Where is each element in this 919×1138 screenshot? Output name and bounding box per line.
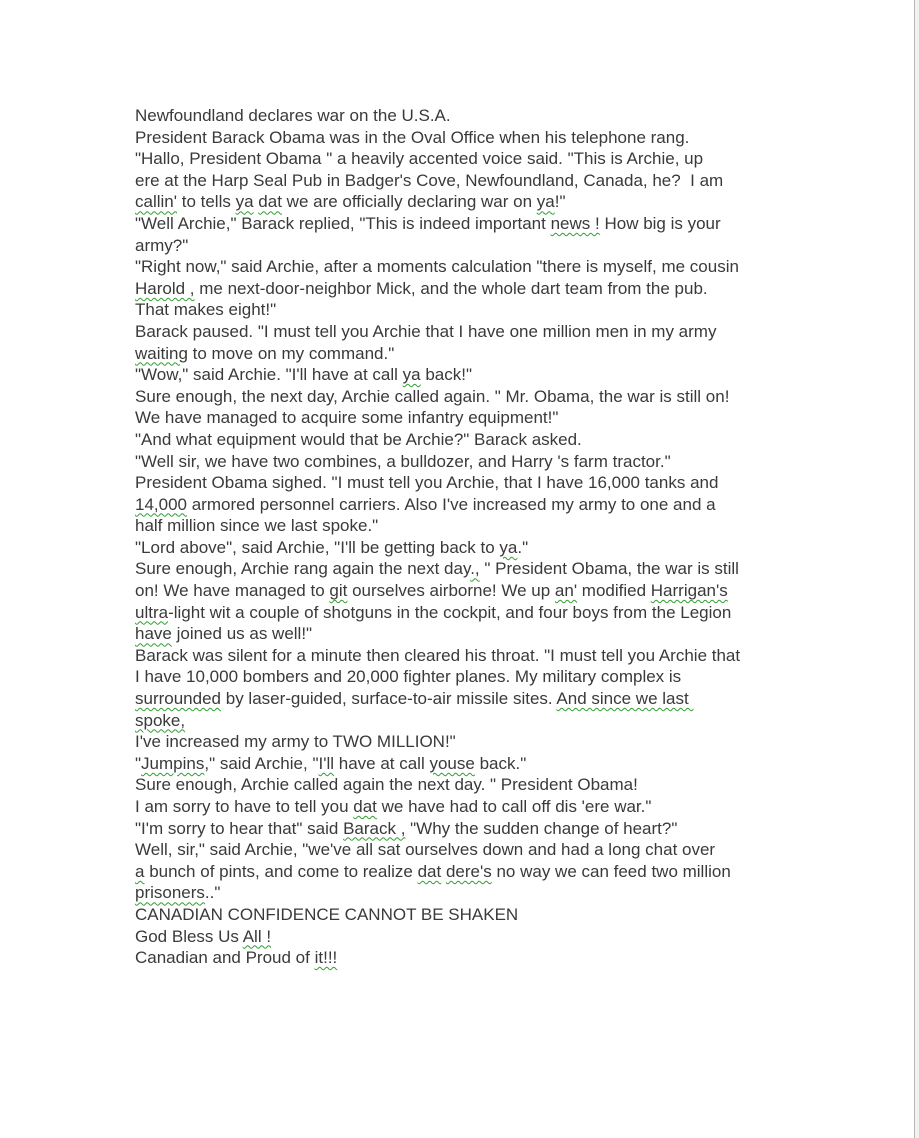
text-run: I've increased my army to TWO MILLION!": [135, 732, 456, 752]
spellcheck-flagged-text: surrounded: [135, 689, 222, 709]
text-run: ere at the Harp Seal Pub in Badger's Cove, Newfoundland, Canada, he? I am: [135, 170, 724, 190]
text-run: "I'm sorry to hear that" said: [135, 818, 344, 838]
text-run: to tells: [177, 192, 236, 212]
spellcheck-flagged-text: Harold ,: [135, 278, 195, 298]
text-run: I have 10,000 bombers and 20,000 fighter planes. My military complex is: [135, 667, 682, 687]
text-line: [135, 278, 795, 300]
text-run: President Barack Obama was in the Oval Office when his telephone rang.: [135, 127, 690, 147]
text-run: " President Obama, the war is still: [479, 559, 739, 579]
text-line: [135, 256, 795, 278]
spellcheck-flagged-text: callin': [135, 192, 177, 212]
text-run: .": [517, 537, 529, 557]
text-run: Sure enough, Archie called again the next day. " President Obama!: [135, 775, 638, 795]
text-run: "Well sir, we have two combines, a bulldozer, and Harry 's farm tractor.": [135, 451, 671, 471]
spellcheck-flagged-text: Harrigan's: [650, 581, 728, 601]
text-line: [135, 558, 795, 580]
text-run: joined us as well!": [171, 624, 313, 644]
text-line: [135, 882, 795, 904]
text-run: "Why the sudden change of heart?": [405, 818, 678, 838]
text-line: [135, 364, 795, 386]
text-line: [135, 602, 795, 624]
spellcheck-flagged-text: Jumpins: [141, 753, 205, 773]
text-line: [135, 623, 795, 645]
text-line: [135, 213, 795, 235]
text-run: "Wow," said Archie. "I'll have at call: [135, 365, 403, 385]
text-line: [135, 127, 795, 149]
spellcheck-flagged-text: have: [135, 624, 172, 644]
text-line: [135, 429, 795, 451]
text-run: on! We have managed to: [135, 581, 330, 601]
document-body: [135, 105, 795, 969]
text-line: [135, 105, 795, 127]
text-line: [135, 515, 795, 537]
spellcheck-flagged-text: it!!!: [314, 948, 338, 968]
text-run: ," said Archie, ": [204, 753, 319, 773]
text-line: [135, 148, 795, 170]
spellcheck-flagged-text: All !: [242, 926, 272, 946]
text-run: President Obama sighed. "I must tell you Archie, that I have 16,000 tanks and: [135, 473, 719, 493]
text-run: ourselves airborne! We up: [347, 581, 555, 601]
spellcheck-flagged-text: ya: [499, 537, 518, 557]
text-line: [135, 753, 795, 775]
text-run: bunch of pints, and come to realize: [144, 861, 418, 881]
text-run: God Bless Us: [135, 926, 243, 946]
text-run: ": [135, 753, 142, 773]
text-run: modified: [577, 581, 651, 601]
text-run: armored personnel carriers. Also I've increased my army to one and a: [187, 494, 716, 514]
text-run: Barack was silent for a minute then cleared his throat. "I must tell you Archie that: [135, 645, 741, 665]
text-line: [135, 321, 795, 343]
text-run: -light wit a couple of shotguns in the cockpit, and four boys from the Legion: [168, 602, 732, 622]
text-line: [135, 710, 795, 732]
text-line: [135, 191, 795, 213]
spellcheck-flagged-text: dat: [353, 797, 377, 816]
text-run: We have managed to acquire some infantry equipment!": [135, 408, 559, 428]
text-line: [135, 472, 795, 494]
spellcheck-flagged-text: 14,000: [135, 494, 187, 514]
text-line: [135, 947, 795, 969]
text-line: [135, 386, 795, 408]
spellcheck-flagged-text: And since we last: [556, 689, 694, 709]
spellcheck-flagged-text: .,: [470, 559, 480, 579]
text-run: we have had to call off dis 'ere war.": [376, 797, 652, 816]
text-line: [135, 688, 795, 710]
text-line: [135, 645, 795, 667]
text-run: "Well Archie," Barack replied, "This is indeed important: [135, 213, 551, 233]
text-run: by laser-guided, surface-to-air missile sites.: [221, 689, 557, 709]
text-line: [135, 904, 795, 926]
text-line: [135, 235, 795, 257]
spellcheck-flagged-text: dere's: [445, 861, 492, 881]
text-run: Newfoundland declares war on the U.S.A.: [135, 106, 451, 125]
spellcheck-flagged-text: I'll: [318, 753, 335, 773]
text-line: [135, 666, 795, 688]
text-line: [135, 407, 795, 429]
spellcheck-flagged-text: dat: [417, 861, 442, 881]
spellcheck-flagged-text: an': [554, 581, 578, 601]
text-run: back!": [420, 365, 473, 385]
text-line: [135, 796, 795, 818]
text-line: [135, 861, 795, 883]
spellcheck-flagged-text: prisoners: [135, 883, 205, 903]
text-line: [135, 494, 795, 516]
text-line: [135, 170, 795, 192]
text-run: CANADIAN CONFIDENCE CANNOT BE SHAKEN: [135, 904, 519, 924]
spellcheck-flagged-text: ya: [235, 192, 254, 212]
text-run: Sure enough, Archie rang again the next day: [135, 559, 471, 579]
spellcheck-flagged-text: spoke,: [135, 710, 186, 730]
text-line: [135, 343, 795, 365]
text-run: army?": [135, 235, 189, 255]
spellcheck-flagged-text: waiting: [135, 343, 188, 363]
text-run: "Hallo, President Obama " a heavily accented voice said. "This is Archie, up: [135, 149, 704, 169]
spellcheck-flagged-text: Barack ,: [343, 818, 406, 838]
text-run: "Right now," said Archie, after a moments calculation "there is myself, me cousin: [135, 257, 739, 277]
text-line: [135, 731, 795, 753]
text-run: to move on my command.": [187, 343, 395, 363]
text-run: no way we can feed two million: [491, 861, 731, 881]
text-run: Canadian and Proud of: [135, 948, 315, 968]
spellcheck-flagged-text: dat: [258, 192, 282, 212]
spellcheck-flagged-text: youse: [429, 753, 475, 773]
text-run: have at call: [334, 753, 430, 773]
text-run: ..": [204, 883, 221, 903]
spellcheck-flagged-text: a: [135, 861, 145, 881]
text-run: Well, sir," said Archie, "we've all sat ourselves down and had a long chat over: [135, 840, 716, 860]
text-run: How big is your: [599, 213, 721, 233]
text-run: "And what equipment would that be Archie?" Barack asked.: [135, 429, 582, 449]
text-run: That makes eight!": [135, 300, 277, 320]
spellcheck-flagged-text: ya: [536, 192, 555, 212]
text-line: [135, 818, 795, 840]
text-run: me next-door-neighbor Mick, and the whole dart team from the pub.: [194, 278, 708, 298]
text-run: Sure enough, the next day, Archie called again. " Mr. Obama, the war is still on!: [135, 386, 730, 406]
text-line: [135, 580, 795, 602]
text-line: [135, 451, 795, 473]
text-run: I am sorry to have to tell you: [135, 797, 354, 816]
text-run: !": [554, 192, 566, 212]
page-edge-shadow: [915, 0, 919, 1138]
text-run: half million since we last spoke.": [135, 516, 379, 536]
text-run: we are officially declaring war on: [281, 192, 537, 212]
text-line: [135, 774, 795, 796]
text-run: Barack paused. "I must tell you Archie that I have one million men in my army: [135, 321, 717, 341]
spellcheck-flagged-text: news !: [550, 213, 600, 233]
text-line: [135, 537, 795, 559]
text-line: [135, 299, 795, 321]
spellcheck-flagged-text: ya: [402, 365, 421, 385]
text-run: "Lord above", said Archie, "I'll be getting back to: [135, 537, 500, 557]
text-line: [135, 839, 795, 861]
text-line: [135, 926, 795, 948]
text-run: back.": [474, 753, 527, 773]
spellcheck-flagged-text: ultra: [135, 602, 169, 622]
spellcheck-flagged-text: git: [329, 581, 348, 601]
